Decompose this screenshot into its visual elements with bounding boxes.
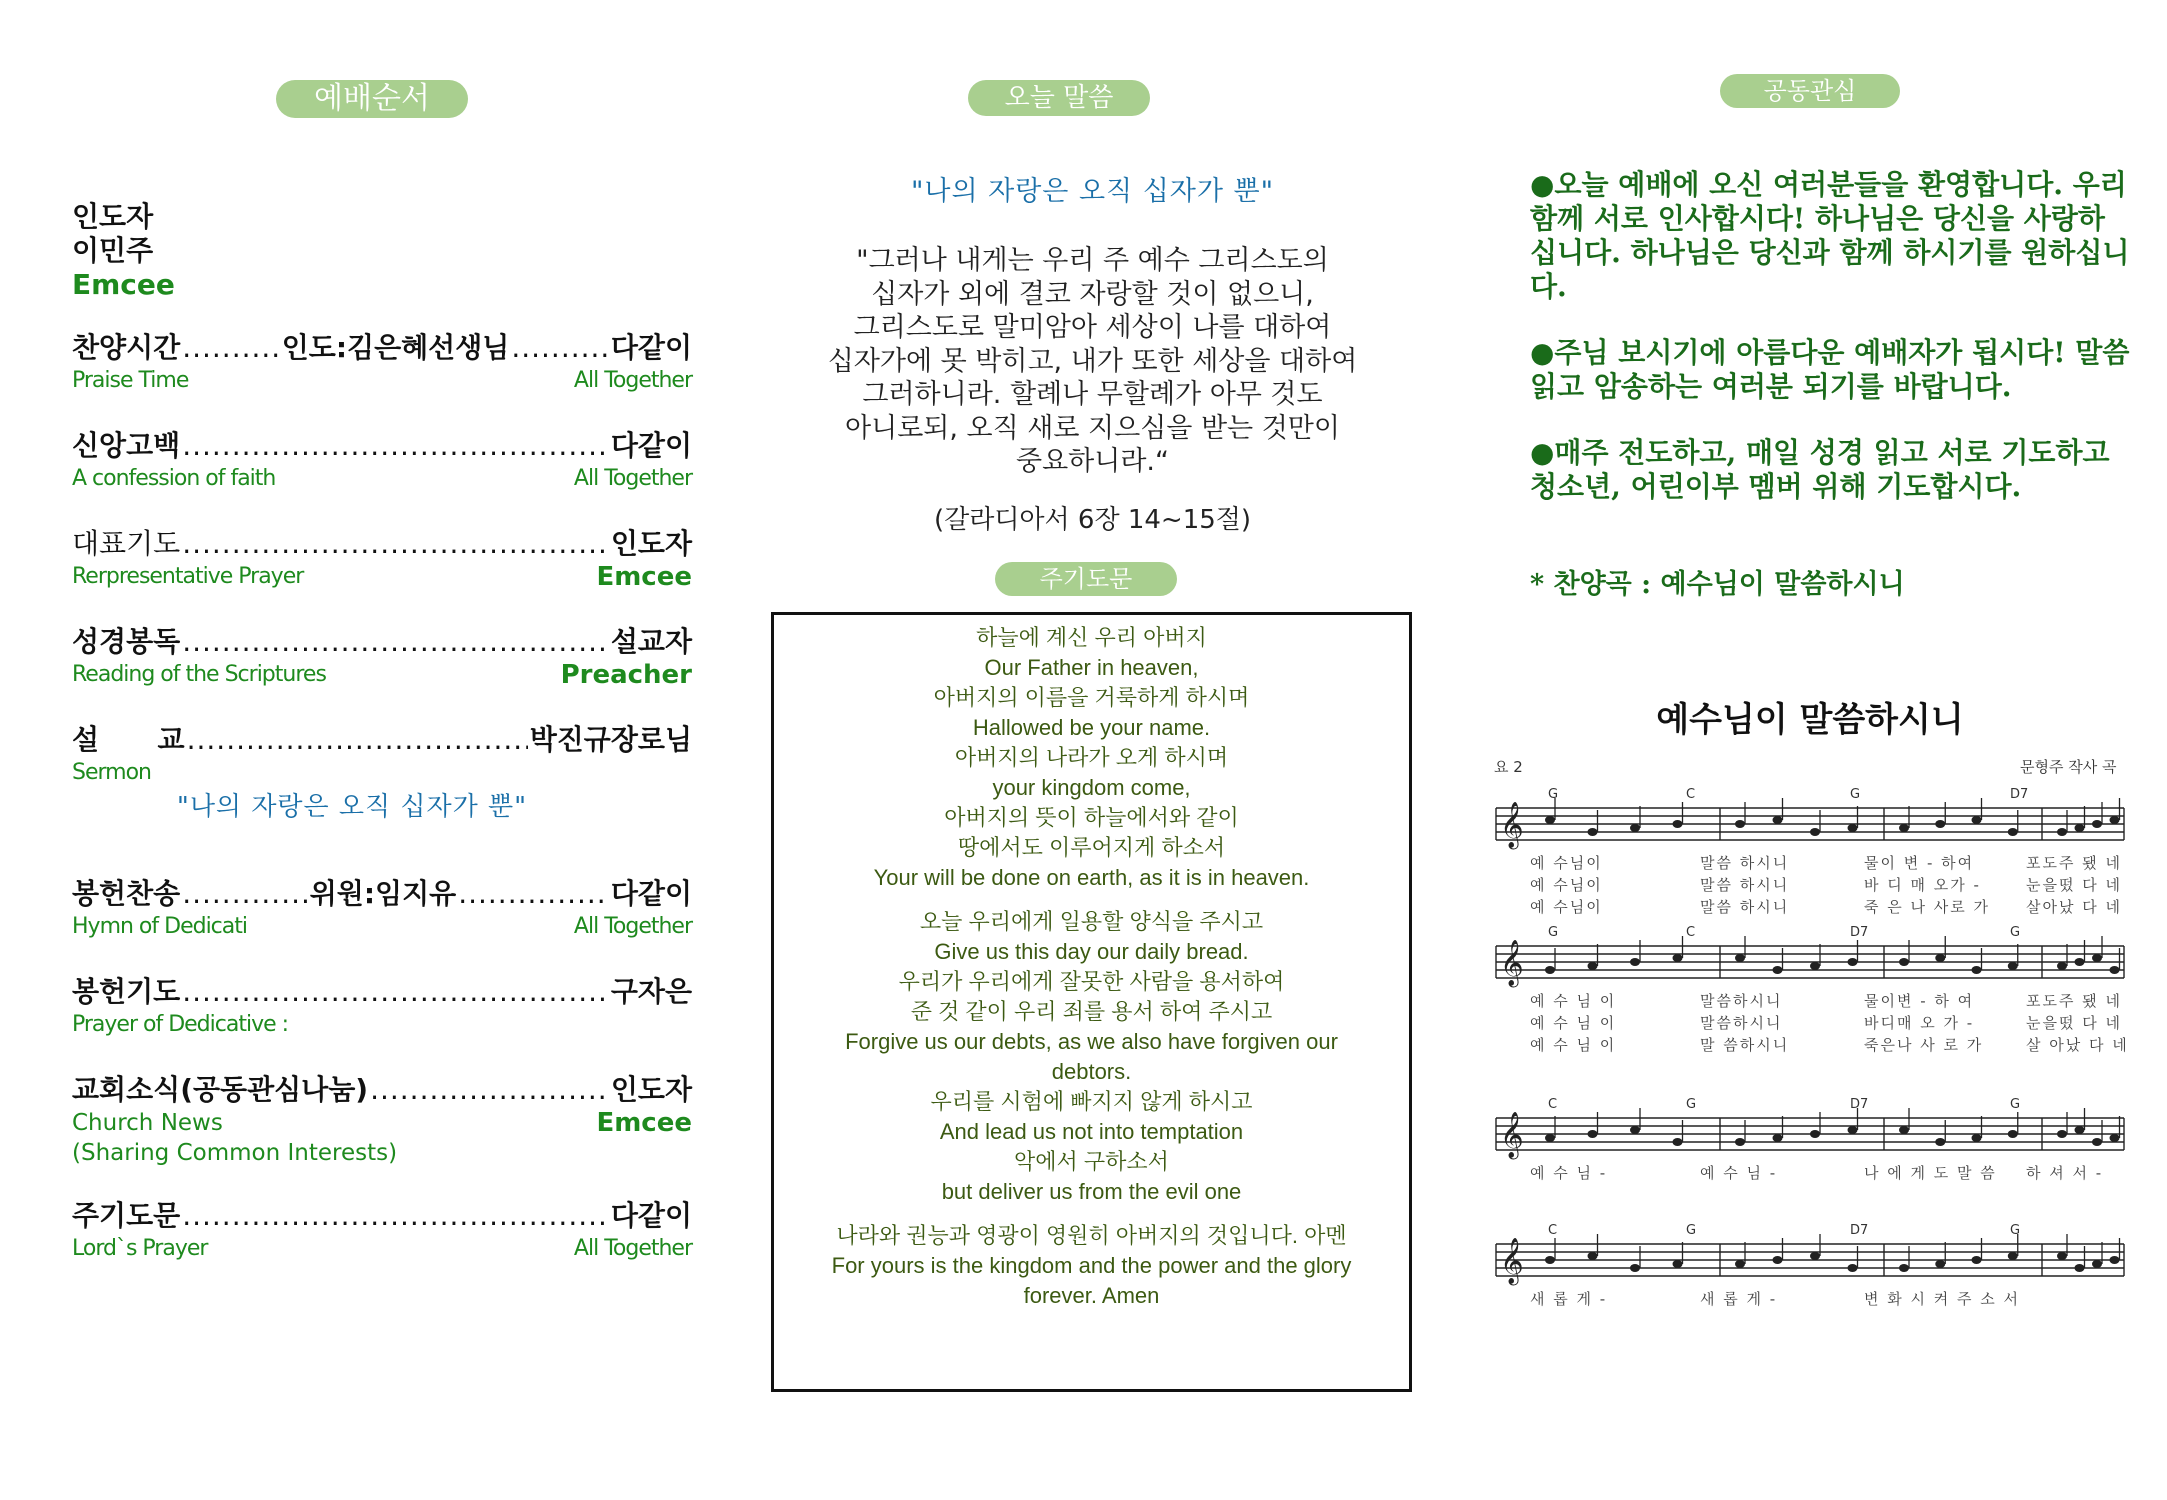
leader-block (72, 200, 692, 302)
note-head (1899, 1126, 1909, 1134)
note-head (1810, 1252, 1820, 1260)
item-en: Rerpresentative Prayer (72, 564, 304, 589)
lyric-text: 물이변 - 하 여 (1864, 992, 1975, 1010)
word-line: 십자가에 못 박히고, 내가 또한 세상을 대하여 (827, 345, 1358, 377)
lyric-text: 하 셔 서 - (2026, 1164, 2104, 1182)
note-head (2110, 1256, 2120, 1264)
order-item-prayer (72, 526, 692, 592)
note-head (1972, 1256, 1982, 1264)
item-en-right: All Together (573, 368, 692, 393)
news-item-worship: ●주님 보시기에 아름다운 예배자가 됩시다! 말씀 읽고 암송하는 여러분 되기를 바랍니다. (1530, 336, 2130, 403)
prayer-line (774, 1207, 1409, 1221)
prayer-line: your kingdom come, (992, 775, 1191, 800)
prayer-line: forever. Amen (1023, 1283, 1160, 1308)
lyric-text: 예 수님이 (1530, 898, 1603, 916)
prayer-line: Your will be done on earth, as it is in heaven. (873, 865, 1310, 890)
score-composer: 문형주 작사 곡 (2020, 758, 2117, 776)
item-ko: 성경봉독 (72, 625, 181, 658)
note-head (1810, 828, 1820, 836)
common-header: 공동관심 (1720, 74, 1900, 108)
note-head (1735, 1138, 1745, 1146)
note-head (1773, 816, 1783, 824)
chord-label: D7 (1850, 1097, 1869, 1112)
todays-word (770, 172, 1415, 536)
note-head (1810, 962, 1820, 970)
lyric-text: 말씀 하시니 (1700, 876, 1790, 894)
note-head (1972, 816, 1982, 824)
note-head (2075, 824, 2085, 832)
chord-label: G (1548, 925, 1559, 940)
prayer-line: 나라와 권능과 영광이 영원히 아버지의 것입니다. 아멘 (836, 1223, 1347, 1248)
item-en-right: Emcee (596, 1108, 692, 1138)
lyric-text: 변 화 시 켜 주 소 서 (1864, 1290, 2021, 1308)
lyric-text: 나 에 게 도 말 씀 (1864, 1164, 1997, 1182)
note-head (2057, 1130, 2067, 1138)
note-head (1545, 1256, 1555, 1264)
note-head (1630, 1126, 1640, 1134)
lyric-text: 말씀 하시니 (1700, 898, 1790, 916)
leader-name: 이민주 (72, 234, 154, 267)
score-system (1496, 1223, 2124, 1308)
sheet-music (1490, 770, 2140, 1350)
chord-label: C (1548, 1223, 1558, 1238)
note-head (2008, 828, 2018, 836)
item-ko: 봉헌찬송 (72, 877, 181, 910)
prayer-line: debtors. (1051, 1059, 1132, 1084)
prayer-line: 아버지의 나라가 오게 하시며 (954, 745, 1229, 770)
hymn-note: * 찬양곡 : 예수님이 말씀하시니 (1530, 569, 1905, 600)
word-header: 오늘 말씀 (968, 80, 1150, 116)
lyric-text: 바디매 오 가 - (1864, 1014, 1975, 1032)
item-en: Prayer of Dedicative : (72, 1012, 289, 1037)
item-middle: 위원:임지유 (309, 877, 457, 910)
prayer-line (774, 893, 1409, 907)
lyric-text: 살 아났 다 네 (2026, 1036, 2129, 1054)
item-en-right: All Together (573, 466, 692, 491)
order-item-offering-prayer (72, 974, 692, 1040)
note-head (1630, 1264, 1640, 1272)
chord-label: G (1850, 787, 1861, 802)
note-head (2075, 1264, 2085, 1272)
prayer-line: 오늘 우리에게 일용할 양식을 주시고 (919, 909, 1264, 934)
item-ko: 설 교 (72, 723, 185, 756)
treble-clef-icon: 𝄞 (1500, 1112, 1524, 1158)
sermon-title: "나의 자랑은 오직 십자가 뿐" (176, 792, 528, 822)
note-head (1972, 966, 1982, 974)
lyric-text: 말 씀하시니 (1700, 1036, 1790, 1054)
lyric-text: 눈을떴 다 네 (2026, 876, 2122, 894)
score-system (1496, 787, 2124, 916)
note-head (1773, 966, 1783, 974)
treble-clef-icon: 𝄞 (1500, 1238, 1524, 1284)
prayer-line: 아버지의 이름을 거룩하게 하시며 (933, 685, 1250, 710)
item-right: 인도자 (610, 527, 692, 560)
word-line: 십자가 외에 결코 자랑할 것이 없으니, (871, 278, 1314, 310)
prayer-line: 땅에서도 이루어지게 하소서 (957, 835, 1226, 860)
prayer-line: 아버지의 뜻이 하늘에서와 같이 (944, 805, 1239, 830)
item-en-right: Preacher (560, 660, 692, 690)
prayer-line: 우리가 우리에게 잘못한 사람을 용서하여 (898, 969, 1285, 994)
chord-label: G (2010, 1097, 2021, 1112)
note-head (2110, 1134, 2120, 1142)
item-en-right: All Together (573, 1236, 692, 1261)
note-head (1735, 954, 1745, 962)
note-head (1588, 962, 1598, 970)
prayer-line: but deliver us from the evil one (941, 1179, 1242, 1204)
note-head (1588, 1130, 1598, 1138)
chord-label: G (1548, 787, 1559, 802)
score-title: 예수님이 말씀하시니 (1656, 700, 1964, 740)
item-right: 구자은 (610, 975, 692, 1008)
item-en-2: (Sharing Common Interests) (72, 1140, 398, 1166)
note-head (2092, 820, 2102, 828)
lyric-text: 말씀하시니 (1700, 992, 1783, 1010)
note-head (2075, 958, 2085, 966)
item-right: 설교자 (610, 625, 692, 658)
lyric-text: 새 롭 게 - (1700, 1290, 1778, 1308)
lyric-text: 바 디 매 오가 - (1864, 876, 1981, 894)
prayer-line: Give us this day our daily bread. (934, 939, 1249, 964)
note-head (1773, 1134, 1783, 1142)
chord-label: C (1548, 1097, 1558, 1112)
item-en: Lord`s Prayer (72, 1236, 208, 1261)
note-head (1545, 966, 1555, 974)
item-en: Reading of the Scriptures (72, 662, 326, 687)
note-head (2057, 962, 2067, 970)
item-ko: 교회소식(공동관심나눔) (72, 1073, 369, 1106)
lyric-text: 예 수 님 이 (1530, 992, 1617, 1010)
prayer-line: For yours is the kingdom and the power and the glory (831, 1253, 1352, 1278)
note-head (1899, 824, 1909, 832)
word-title: "나의 자랑은 오직 십자가 뿐" (910, 176, 1275, 207)
note-head (2092, 1260, 2102, 1268)
item-en-right: Emcee (596, 562, 692, 592)
item-en: Sermon (72, 760, 151, 785)
note-head (1735, 820, 1745, 828)
lyric-text: 말씀하시니 (1700, 1014, 1783, 1032)
lyric-text: 포도주 됐 네 (2026, 992, 2122, 1010)
note-head (1545, 1134, 1555, 1142)
chord-label: D7 (1850, 1223, 1869, 1238)
leader-label: 인도자 (72, 200, 154, 233)
item-ko: 봉헌기도 (72, 975, 181, 1008)
item-right: 다같이 (610, 331, 693, 364)
note-head (1935, 954, 1945, 962)
leader-en: Emcee (72, 268, 175, 301)
item-right: 인도자 (610, 1073, 692, 1106)
chord-label: C (1686, 925, 1696, 940)
prayer-line: Our Father in heaven, (984, 655, 1199, 680)
item-en-right: All Together (573, 914, 692, 939)
chord-label: D7 (2010, 787, 2029, 802)
note-head (2057, 828, 2067, 836)
note-head (1848, 958, 1858, 966)
note-head (1630, 824, 1640, 832)
order-item-lords-prayer (72, 1198, 692, 1264)
word-line: "그러나 내게는 우리 주 예수 그리스도의 (856, 245, 1329, 276)
chord-label: G (2010, 925, 2021, 940)
lyric-text: 예 수 님 - (1530, 1164, 1608, 1182)
note-head (1673, 1138, 1683, 1146)
note-head (1899, 958, 1909, 966)
note-head (1673, 954, 1683, 962)
note-head (2092, 954, 2102, 962)
word-body (770, 244, 1415, 479)
lyric-text: 물이 변 - 하여 (1864, 854, 1975, 872)
note-head (1630, 958, 1640, 966)
news-item-welcome: ●오늘 예배에 오신 여러분들을 환영합니다. 우리 함께 서로 인사합시다! 하나님은 당신을 사랑하십니다. 하나님은 당신과 함께 하시기를 원하십니다. (1530, 168, 2130, 303)
lyric-text: 죽은나 사 로 가 (1864, 1036, 1984, 1054)
note-head (1773, 1256, 1783, 1264)
lords-prayer-header: 주기도문 (995, 562, 1177, 596)
prayer-line: 하늘에 계신 우리 아버지 (976, 625, 1207, 650)
score-system (1496, 925, 2129, 1054)
note-head (1673, 1260, 1683, 1268)
prayer-line: 우리를 시험에 빠지지 않게 하시고 (930, 1089, 1253, 1114)
note-head (2008, 1130, 2018, 1138)
note-head (1935, 1260, 1945, 1268)
chord-label: D7 (1850, 925, 1869, 940)
item-en: A confession of faith (72, 466, 276, 491)
prayer-line: And lead us not into temptation (939, 1119, 1244, 1144)
order-header: 예배순서 (276, 80, 468, 118)
item-en: Praise Time (72, 368, 189, 393)
order-of-worship (72, 200, 692, 1264)
note-head (2008, 1252, 2018, 1260)
lyric-text: 예 수님이 (1530, 854, 1603, 872)
word-line: 중요하니라.“ (1016, 446, 1169, 477)
word-line: 그리스도로 말미암아 세상이 나를 대하여 (853, 312, 1332, 343)
note-head (1972, 1134, 1982, 1142)
item-middle: 인도:김은혜선생님 (281, 331, 510, 364)
note-head (2008, 962, 2018, 970)
treble-clef-icon: 𝄞 (1500, 940, 1524, 986)
lyric-text: 죽 은 나 사로 가 (1864, 898, 1991, 916)
note-head (1673, 820, 1683, 828)
note-head (2075, 1126, 2085, 1134)
note-head (2110, 816, 2120, 824)
item-right: 박진규장로님 (529, 723, 692, 756)
note-head (1848, 1264, 1858, 1272)
lyric-text: 예 수님이 (1530, 876, 1603, 894)
order-item-confession (72, 428, 692, 494)
note-head (2057, 1252, 2067, 1260)
chord-label: G (2010, 1223, 2021, 1238)
chord-label: G (1686, 1223, 1697, 1238)
item-en: Church News (72, 1110, 223, 1136)
item-ko: 찬양시간 (72, 331, 181, 364)
item-ko: 주기도문 (72, 1199, 181, 1232)
note-head (1899, 1264, 1909, 1272)
note-head (1735, 1260, 1745, 1268)
lyric-text: 예 수 님 - (1700, 1164, 1778, 1182)
prayer-line: 준 것 같이 우리 죄를 용서 하여 주시고 (910, 999, 1273, 1024)
item-ko: 대표기도 (72, 527, 181, 560)
lyric-text: 살아났 다 네 (2026, 898, 2122, 916)
note-head (2110, 966, 2120, 974)
order-item-church-news (72, 1072, 692, 1168)
item-en: Hymn of Dedicati (72, 914, 247, 939)
prayer-line: Forgive us our debts, as we also have forgiven our (845, 1029, 1338, 1054)
chord-label: C (1686, 787, 1696, 802)
prayer-line: 악에서 구하소서 (1014, 1149, 1169, 1174)
note-head (1848, 824, 1858, 832)
order-item-sermon (72, 722, 692, 822)
word-reference: (갈라디아서 6장 14~15절) (933, 504, 1252, 535)
lyric-text: 새 롭 게 - (1530, 1290, 1608, 1308)
lyric-text: 예 수 님 이 (1530, 1014, 1617, 1032)
word-line: 아니로되, 오직 새로 지으심을 받는 것만이 (845, 412, 1340, 444)
note-head (1545, 816, 1555, 824)
lyric-text: 포도주 됐 네 (2026, 854, 2122, 872)
item-ko: 신앙고백 (72, 429, 181, 462)
score-number: 요 2 (1494, 758, 1523, 776)
note-head (2092, 1138, 2102, 1146)
item-right: 다같이 (610, 429, 692, 462)
note-head (1588, 828, 1598, 836)
treble-clef-icon: 𝄞 (1500, 802, 1524, 848)
order-item-offering-hymn (72, 876, 692, 942)
lords-prayer-text (774, 615, 1409, 1311)
lyric-text: 눈을떴 다 네 (2026, 1014, 2122, 1032)
item-right: 다같이 (610, 877, 692, 910)
note-head (1848, 1126, 1858, 1134)
lyric-text: 말씀 하시니 (1700, 854, 1790, 872)
lyric-text: 예 수 님 이 (1530, 1036, 1617, 1054)
order-item-scripture (72, 624, 692, 690)
note-head (1935, 820, 1945, 828)
score-system (1496, 1097, 2124, 1182)
news-item-prayer: ●매주 전도하고, 매일 성경 읽고 서로 기도하고 청소년, 어린이부 멤버 위해 기도합시다. (1530, 436, 2110, 503)
chord-label: G (1686, 1097, 1697, 1112)
item-right: 다같이 (610, 1199, 692, 1232)
note-head (1935, 1138, 1945, 1146)
note-head (1810, 1130, 1820, 1138)
prayer-line: Hallowed be your name. (972, 715, 1211, 740)
word-line: 그러하니라. 할례나 무할례가 아무 것도 (862, 379, 1323, 410)
lords-prayer-box (771, 612, 1412, 1392)
note-head (1588, 1252, 1598, 1260)
order-item-praise (72, 330, 692, 396)
